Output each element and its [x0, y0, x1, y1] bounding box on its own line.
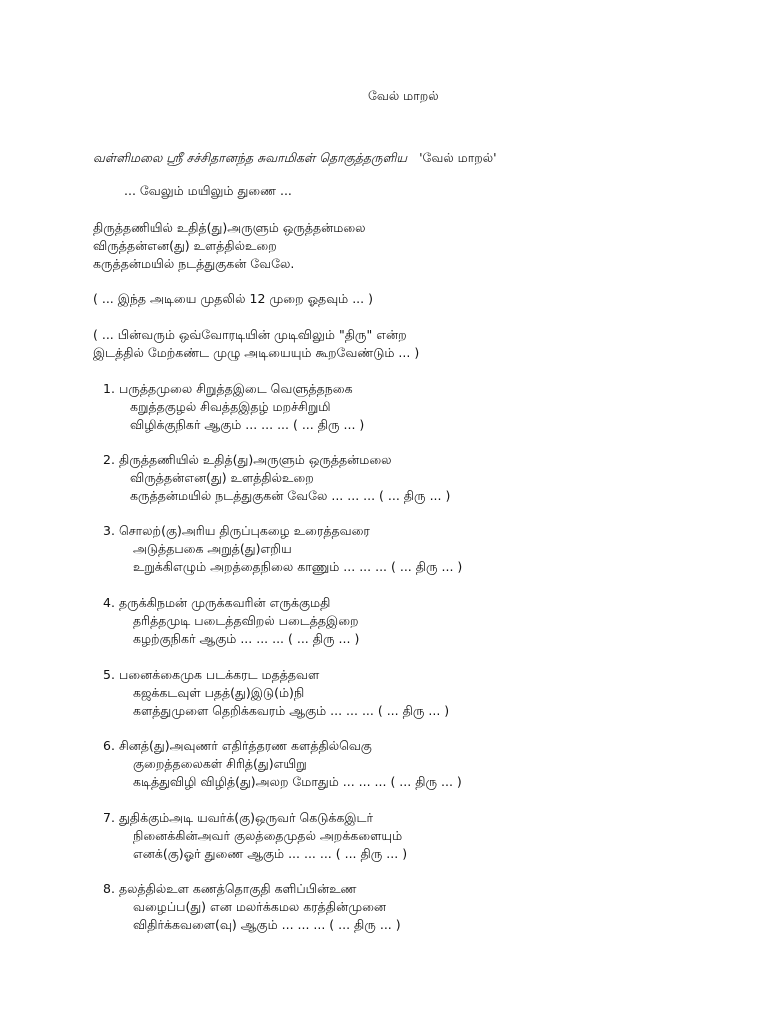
verse-line: உறுக்கிஎழும் அறத்தைநிலை காணும் ... ... ... ( ... திரு ... ) — [133, 559, 463, 574]
verse-line: திருத்தணியில் உதித்(து)அருளும் ஒருத்தன்மலை — [119, 452, 392, 467]
verse-line: கடித்துவிழி விழித்(து)அலற மோதும் ... ... ... ( ... திரு ... ) — [133, 774, 462, 789]
verse-line: கழற்குநிகர் ஆகும் ... ... ... ( ... திரு ... ) — [133, 631, 360, 646]
verse-number: 6. — [103, 738, 115, 753]
verse-line: கஜக்கடவுள் பதத்(து)இடு(ம்)நி — [133, 685, 305, 700]
verse-line: சினத்(து)அவுணர் எதிர்த்தரண களத்தில்வெகு — [119, 738, 372, 753]
verse-line: கருத்தன்மயில் நடத்துகுகன் வேலே ... ... ... ( ... திரு ... ) — [130, 488, 451, 503]
verse-number: 3. — [103, 523, 115, 538]
verse-line: தரித்தமுடி படைத்தவிறல் படைத்தஇறை — [133, 613, 359, 628]
verse-line: துதிக்கும்அடி யவர்க்(கு)ஒருவர் கெடுக்கஇடர் — [119, 810, 374, 825]
verse-number: 7. — [103, 810, 115, 825]
verse-line: விதிர்க்கவளை(வு) ஆகும் ... ... ... ( ... திரு ... ) — [133, 917, 401, 932]
verse-line: விழிக்குநிகர் ஆகும் ... ... ... ( ... திரு ... ) — [130, 417, 365, 432]
document-title: வேல் மாறல் — [368, 88, 439, 103]
subtitle-name: 'வேல் மாறல்' — [419, 150, 497, 165]
base-line: கருத்தன்மயில் நடத்துகுகன் வேலே. — [93, 256, 295, 271]
verse-line: பனைக்கைமுக படக்கரட மதத்தவள — [119, 667, 320, 682]
base-line: விருத்தன்என(து) உளத்தில்உறை — [93, 238, 277, 253]
instruction-repeat: ( ... இந்த அடியை முதலில் 12 முறை ஓதவும் ... ) — [93, 291, 373, 306]
verse-number: 5. — [103, 667, 115, 682]
verse-line: பருத்தமுலை சிறுத்தஇடை வெளுத்தநகை — [119, 381, 353, 396]
verse-line: நினைக்கின்அவர் குலத்தைமுதல் அறக்களையும் — [133, 828, 403, 843]
base-line: திருத்தணியில் உதித்(து)அருளும் ஒருத்தன்மலை — [93, 220, 366, 235]
verse-line: விருத்தன்என(து) உளத்தில்உறை — [130, 470, 314, 485]
verse-number: 1. — [103, 381, 115, 396]
verse-line: எனக்(கு)ஓர் துணை ஆகும் ... ... ... ( ... திரு ... ) — [133, 846, 408, 861]
verse-line: குறைத்தலைகள் சிரித்(து)எயிறு — [133, 756, 307, 771]
verse-line: தலத்தில்உள கணத்தொகுதி களிப்பின்உண — [119, 881, 357, 896]
verse-line: வழைப்ப(து) என மலர்க்கமல கரத்தின்முனை — [133, 899, 387, 914]
invocation: ... வேலும் மயிலும் துணை ... — [124, 183, 292, 198]
verse-line: அடுத்தபகை அறுத்(து)எறிய — [133, 541, 292, 556]
verse-line: தருக்கிநமன் முருக்கவரின் எருக்குமதி — [119, 595, 331, 610]
instruction-recite: இடத்தில் மேற்கண்ட முழு அடியையும் கூறவேண்டும் ... ) — [93, 345, 420, 360]
instruction-recite: ( ... பின்வரும் ஒவ்வோரடியின் முடிவிலும் "திரு" என்ற — [93, 327, 407, 342]
verse-number: 8. — [103, 881, 115, 896]
document-subtitle — [93, 150, 497, 166]
verse-line: கறுத்தகுழல் சிவத்தஇதழ் மறச்சிறுமி — [130, 399, 331, 414]
verse-number: 2. — [103, 452, 115, 467]
verse-line: களத்துமுளை தெறிக்கவரம் ஆகும் ... ... ... ( ... திரு ... ) — [133, 703, 450, 718]
verse-line: சொலற்(கு)அரிய திருப்புகழை உரைத்தவரை — [119, 523, 370, 538]
subtitle-compiler: வள்ளிமலை ஸ்ரீ சச்சிதானந்த சுவாமிகள் தொகுத்தருளிய — [93, 150, 408, 165]
verse-number: 4. — [103, 595, 115, 610]
